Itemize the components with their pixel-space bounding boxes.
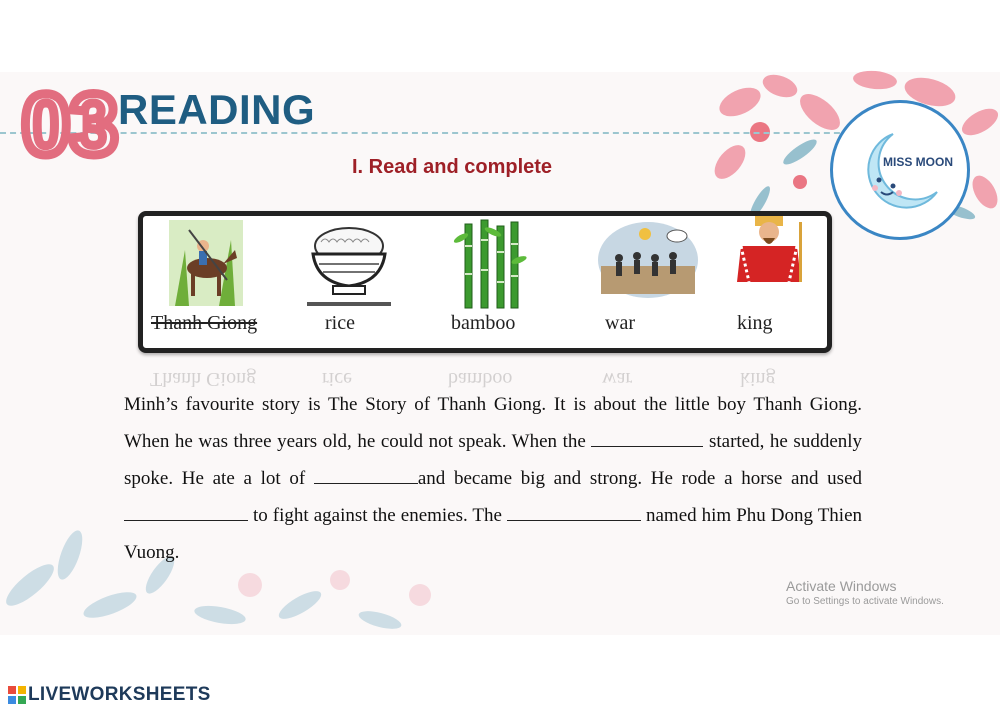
word-item-rice	[293, 216, 403, 348]
liveworksheets-logo[interactable]	[8, 684, 211, 706]
word-item-bamboo	[443, 216, 553, 348]
word-bank-box	[138, 211, 832, 353]
war-scene-icon	[597, 220, 699, 300]
footer-brand: LIVEWORKSHEETS	[28, 684, 211, 705]
word-label: bamboo	[451, 312, 516, 334]
logo-text: MISS MOON	[882, 155, 953, 169]
word-bank-reflection: Thanh Giong rice bamboo war king	[150, 368, 776, 390]
answer-blank-1[interactable]	[591, 431, 703, 447]
word-item-thanh-giong	[147, 216, 267, 348]
passage-text: and became big and strong. He rode a horse and used	[417, 468, 862, 489]
answer-blank-2[interactable]	[314, 468, 418, 484]
svg-text:03: 03	[22, 77, 118, 173]
section-number	[22, 77, 118, 173]
word-label: rice	[325, 312, 355, 334]
word-item-war	[593, 216, 703, 348]
activate-windows-watermark	[786, 578, 944, 607]
answer-blank-4[interactable]	[507, 505, 641, 521]
liveworksheets-icon	[8, 686, 26, 704]
rice-bowl-icon	[307, 220, 391, 310]
watermark-subtitle: Go to Settings to activate Windows.	[786, 596, 944, 607]
word-label: war	[605, 312, 635, 334]
moon-icon	[845, 120, 955, 220]
word-label: Thanh Giong	[151, 312, 258, 334]
answer-blank-3[interactable]	[124, 505, 248, 521]
king-icon	[729, 216, 809, 282]
passage-text: started, he suddenly spoke. He ate a lot of	[124, 431, 863, 489]
slide	[0, 72, 1000, 635]
miss-moon-logo	[830, 100, 970, 240]
section-title: READING	[118, 86, 316, 133]
exercise-subtitle: I. Read and complete	[352, 156, 553, 178]
passage-text: to fight against the enemies. The	[253, 505, 502, 526]
watermark-title: Activate Windows	[786, 578, 897, 594]
passage-text: named him Phu Dong Thien Vuong.	[124, 505, 863, 563]
passage-text: Minh’s favourite story is The Story of Thanh Giong. It is about the little boy Thanh Giong. When he was three years old, he could not speak. When the	[124, 394, 862, 452]
bamboo-icon	[457, 220, 523, 310]
word-label: king	[737, 312, 773, 334]
reading-passage	[124, 386, 862, 571]
horse-rider-icon	[169, 220, 243, 306]
word-item-king	[723, 216, 823, 348]
